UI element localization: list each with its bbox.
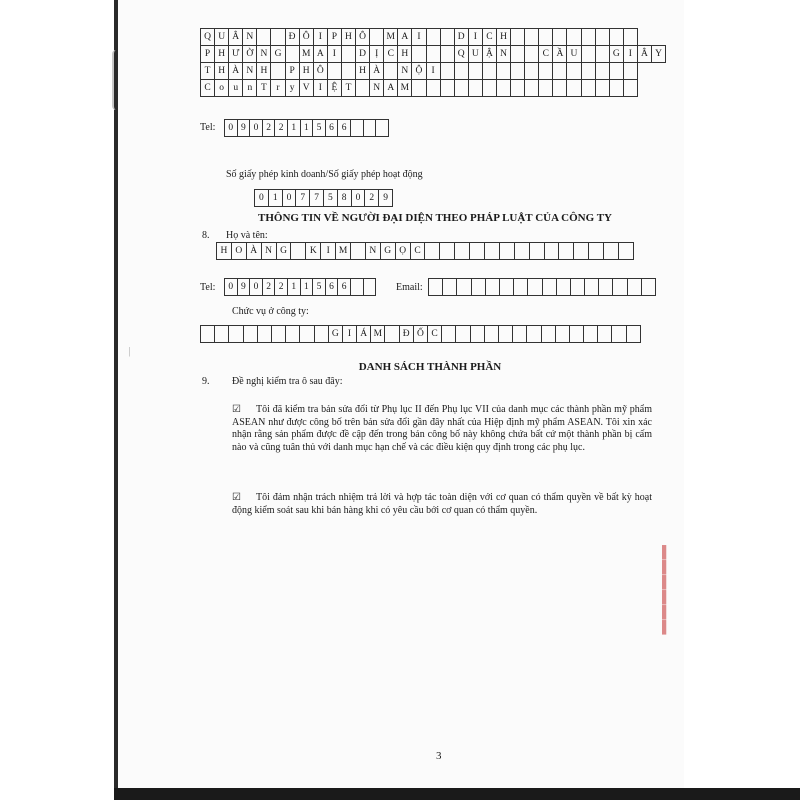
grid-cell: C [483, 29, 497, 46]
grid-cell [574, 243, 589, 260]
item-8-number: 8. [202, 230, 210, 241]
grid-cell [539, 63, 553, 80]
grid-cell: Â [638, 46, 652, 63]
grid-cell [619, 243, 634, 260]
grid-cell [471, 326, 485, 343]
grid-cell: N [243, 29, 257, 46]
address-row-country [200, 79, 638, 97]
grid-cell: N [370, 80, 384, 97]
rep-name-grid [216, 242, 634, 260]
grid-cell [514, 279, 528, 296]
license-label: Số giấy phép kinh doanh/Số giấy phép hoạt động [226, 169, 423, 180]
grid-cell [412, 80, 426, 97]
grid-cell [543, 279, 557, 296]
grid-cell: y [286, 80, 300, 97]
license-number-grid [254, 189, 393, 207]
grid-cell [412, 46, 426, 63]
grid-cell: À [370, 63, 384, 80]
grid-cell [511, 29, 525, 46]
grid-cell: À [229, 63, 243, 80]
name-label: Họ và tên: [226, 230, 268, 241]
rep-tel-grid [224, 278, 376, 296]
address-row-ward [200, 45, 666, 63]
grid-cell [486, 279, 500, 296]
grid-cell: Ậ [483, 46, 497, 63]
grid-cell: I [427, 63, 441, 80]
grid-cell: H [342, 29, 356, 46]
grid-cell: T [342, 80, 356, 97]
grid-cell: 2 [365, 190, 379, 207]
grid-cell: H [398, 46, 412, 63]
grid-cell: I [343, 326, 357, 343]
company-tel-grid [224, 119, 389, 137]
grid-cell: 8 [338, 190, 352, 207]
grid-cell [589, 243, 604, 260]
grid-cell: A [384, 80, 398, 97]
grid-cell [497, 80, 511, 97]
grid-cell [553, 80, 567, 97]
address-row-city [200, 62, 638, 80]
grid-cell [513, 326, 527, 343]
grid-cell [258, 326, 272, 343]
grid-cell [527, 326, 541, 343]
grid-cell: Q [201, 29, 215, 46]
paper-edge-mark [112, 50, 124, 110]
grid-cell [559, 243, 574, 260]
grid-cell [351, 279, 364, 296]
grid-cell [545, 243, 560, 260]
grid-cell: 0 [250, 279, 263, 296]
checkbox-1-icon[interactable]: ☑ [232, 404, 241, 415]
position-label: Chức vụ ở công ty: [232, 306, 309, 317]
grid-cell [342, 46, 356, 63]
grid-cell: M [300, 46, 314, 63]
grid-cell [582, 29, 596, 46]
grid-cell: 1 [288, 279, 301, 296]
grid-cell [557, 279, 571, 296]
grid-cell: A [398, 29, 412, 46]
grid-cell: 1 [301, 279, 314, 296]
tel-label: Tel: [200, 122, 216, 133]
grid-cell: 6 [326, 120, 339, 137]
grid-cell [499, 326, 513, 343]
grid-cell: 1 [301, 120, 314, 137]
declaration-2-text: Tôi đảm nhận trách nhiệm trả lời và hợp tác toàn diện với cơ quan có thẩm quyền về bất kỳ hoạt động kiểm soát sau khi bán hàng khi có yêu cầu bởi cơ quan có thẩm quyền. [232, 492, 652, 516]
grid-cell [500, 243, 515, 260]
grid-cell: Đ [286, 29, 300, 46]
grid-cell [567, 29, 581, 46]
grid-cell [500, 279, 514, 296]
grid-cell: Ầ [553, 46, 567, 63]
grid-cell [441, 63, 455, 80]
grid-cell: Q [455, 46, 469, 63]
grid-cell: G [610, 46, 624, 63]
grid-cell: À [247, 243, 262, 260]
grid-cell: M [398, 80, 412, 97]
grid-cell: M [384, 29, 398, 46]
grid-cell: Ộ [412, 63, 426, 80]
grid-cell [511, 63, 525, 80]
section-rep-heading: THÔNG TIN VỀ NGƯỜI ĐẠI DIỆN THEO PHÁP LUẬT CỦA CÔNG TY [258, 212, 612, 224]
grid-cell [567, 63, 581, 80]
grid-cell [300, 326, 314, 343]
grid-cell [613, 279, 627, 296]
grid-cell [525, 46, 539, 63]
grid-cell [457, 279, 471, 296]
address-row-district [200, 28, 638, 46]
grid-cell: u [229, 80, 243, 97]
grid-cell: 6 [338, 120, 351, 137]
grid-cell: Ư [229, 46, 243, 63]
grid-cell: 6 [338, 279, 351, 296]
grid-cell [582, 63, 596, 80]
grid-cell: 0 [352, 190, 366, 207]
grid-cell: 2 [275, 279, 288, 296]
grid-cell [364, 279, 377, 296]
grid-cell: o [215, 80, 229, 97]
grid-cell: N [262, 243, 277, 260]
grid-cell: Á [357, 326, 371, 343]
grid-cell: M [336, 243, 351, 260]
grid-cell [443, 279, 457, 296]
grid-cell [271, 29, 285, 46]
grid-cell [596, 80, 610, 97]
grid-cell: Ị [370, 46, 384, 63]
grid-cell [525, 80, 539, 97]
grid-cell: r [271, 80, 285, 97]
grid-cell [485, 243, 500, 260]
grid-cell [642, 279, 656, 296]
email-label: Email: [396, 282, 423, 293]
grid-cell: 5 [313, 279, 326, 296]
grid-cell: P [201, 46, 215, 63]
grid-cell: N [497, 46, 511, 63]
grid-cell: 5 [313, 120, 326, 137]
grid-cell [351, 243, 366, 260]
grid-cell [582, 46, 596, 63]
grid-cell: 2 [275, 120, 288, 137]
grid-cell: H [217, 243, 232, 260]
grid-cell [525, 63, 539, 80]
scan-margin-right [684, 0, 800, 790]
grid-cell: Ệ [328, 80, 342, 97]
checkbox-2-icon[interactable]: ☑ [232, 492, 241, 503]
grid-cell: Ô [300, 29, 314, 46]
grid-cell: 9 [238, 120, 251, 137]
grid-cell [483, 80, 497, 97]
grid-cell: 7 [310, 190, 324, 207]
grid-cell: T [257, 80, 271, 97]
item-9-number: 9. [202, 376, 210, 387]
grid-cell [427, 80, 441, 97]
grid-cell [370, 29, 384, 46]
grid-cell: Đ [400, 326, 414, 343]
grid-cell: N [257, 46, 271, 63]
grid-cell [610, 80, 624, 97]
grid-cell [244, 326, 258, 343]
scan-bottom-edge [114, 788, 800, 800]
grid-cell: G [277, 243, 292, 260]
grid-cell: 7 [296, 190, 310, 207]
grid-cell [570, 326, 584, 343]
grid-cell [342, 63, 356, 80]
grid-cell [539, 29, 553, 46]
grid-cell: D [455, 29, 469, 46]
page-number: 3 [436, 750, 442, 762]
grid-cell: C [201, 80, 215, 97]
grid-cell [456, 326, 470, 343]
grid-cell: n [243, 80, 257, 97]
grid-cell: U [215, 29, 229, 46]
grid-cell: H [300, 63, 314, 80]
grid-cell: Ờ [243, 46, 257, 63]
grid-cell [596, 46, 610, 63]
grid-cell [272, 326, 286, 343]
grid-cell: G [381, 243, 396, 260]
grid-cell: Â [229, 29, 243, 46]
document-page [118, 0, 684, 788]
grid-cell [429, 279, 443, 296]
grid-cell [356, 80, 370, 97]
email-grid [428, 278, 656, 296]
grid-cell: M [371, 326, 385, 343]
grid-cell: H [215, 63, 229, 80]
declaration-1-text: Tôi đã kiểm tra bản sửa đổi từ Phụ lục II đến Phụ lục VII của danh mục các thành phần mỹ phẩm ASEAN như được công bố trên bản sửa đổi gần đây nhất của Hiệp định mỹ phẩm ASEAN. Tôi xin xác nhận rằng sản phẩm được đề cập đến trong bản công bố này không chứa bất cứ một thành phần bị cấm nào và cũng tuân thủ với danh mục hạn chế và các điều kiện quy định trong các phụ lục. [232, 404, 652, 453]
grid-cell [469, 80, 483, 97]
grid-cell [291, 243, 306, 260]
grid-cell: 0 [255, 190, 269, 207]
grid-cell: P [286, 63, 300, 80]
grid-cell: 0 [250, 120, 263, 137]
grid-cell: 0 [283, 190, 297, 207]
grid-cell: I [328, 46, 342, 63]
grid-cell: I [321, 243, 336, 260]
grid-cell: 2 [263, 120, 276, 137]
grid-cell: V [300, 80, 314, 97]
grid-cell [201, 326, 215, 343]
grid-cell [455, 243, 470, 260]
grid-cell: G [329, 326, 343, 343]
grid-cell [483, 63, 497, 80]
grid-cell [286, 46, 300, 63]
grid-cell [271, 63, 285, 80]
grid-cell [286, 326, 300, 343]
pencil-mark: | [128, 345, 132, 357]
grid-cell [624, 80, 638, 97]
grid-cell: I [314, 29, 328, 46]
grid-cell: U [469, 46, 483, 63]
grid-cell [376, 120, 389, 137]
section-ingredients-heading: DANH SÁCH THÀNH PHẦN [358, 361, 502, 373]
grid-cell: I [314, 80, 328, 97]
grid-cell [604, 243, 619, 260]
grid-cell [441, 29, 455, 46]
grid-cell: 0 [225, 120, 238, 137]
grid-cell: 1 [269, 190, 283, 207]
grid-cell: K [306, 243, 321, 260]
grid-cell: 9 [379, 190, 393, 207]
grid-cell [571, 279, 585, 296]
grid-cell [441, 46, 455, 63]
grid-cell [553, 63, 567, 80]
grid-cell [442, 326, 456, 343]
grid-cell: C [411, 243, 426, 260]
grid-cell: 2 [263, 279, 276, 296]
grid-cell [610, 63, 624, 80]
grid-cell [485, 326, 499, 343]
grid-cell [427, 46, 441, 63]
grid-cell [385, 326, 399, 343]
grid-cell [582, 80, 596, 97]
grid-cell [497, 63, 511, 80]
grid-cell [425, 243, 440, 260]
position-grid [200, 325, 641, 343]
grid-cell [440, 243, 455, 260]
grid-cell [530, 243, 545, 260]
grid-cell: U [567, 46, 581, 63]
grid-cell [628, 279, 642, 296]
grid-cell [584, 326, 598, 343]
grid-cell [627, 326, 641, 343]
grid-cell [427, 29, 441, 46]
grid-cell: G [271, 46, 285, 63]
grid-cell [511, 46, 525, 63]
grid-cell [455, 80, 469, 97]
grid-cell [612, 326, 626, 343]
grid-cell: Y [652, 46, 666, 63]
grid-cell: N [243, 63, 257, 80]
grid-cell [441, 80, 455, 97]
grid-cell: Ô [356, 29, 370, 46]
grid-cell: T [201, 63, 215, 80]
grid-cell: P [328, 29, 342, 46]
grid-cell [472, 279, 486, 296]
grid-cell: Ọ [396, 243, 411, 260]
grid-cell: C [539, 46, 553, 63]
grid-cell [539, 80, 553, 97]
grid-cell [556, 326, 570, 343]
grid-cell [470, 243, 485, 260]
grid-cell: Ô [314, 63, 328, 80]
grid-cell: 9 [238, 279, 251, 296]
grid-cell: 1 [288, 120, 301, 137]
grid-cell [610, 29, 624, 46]
grid-cell [215, 326, 229, 343]
grid-cell [511, 80, 525, 97]
grid-cell: 6 [326, 279, 339, 296]
grid-cell: A [314, 46, 328, 63]
grid-cell [598, 326, 612, 343]
grid-cell: I [624, 46, 638, 63]
grid-cell [384, 63, 398, 80]
grid-cell: C [384, 46, 398, 63]
grid-cell [596, 63, 610, 80]
grid-cell: D [356, 46, 370, 63]
grid-cell: Ố [414, 326, 428, 343]
grid-cell: I [469, 29, 483, 46]
grid-cell [525, 29, 539, 46]
grid-cell [455, 63, 469, 80]
grid-cell [553, 29, 567, 46]
grid-cell: H [497, 29, 511, 46]
grid-cell [624, 29, 638, 46]
grid-cell [528, 279, 542, 296]
scan-margin-left [0, 0, 116, 800]
grid-cell [328, 63, 342, 80]
grid-cell [315, 326, 329, 343]
grid-cell [229, 326, 243, 343]
grid-cell [257, 29, 271, 46]
grid-cell [624, 63, 638, 80]
grid-cell: H [257, 63, 271, 80]
grid-cell: 0 [225, 279, 238, 296]
rep-tel-label: Tel: [200, 282, 216, 293]
grid-cell [596, 29, 610, 46]
grid-cell: I [412, 29, 426, 46]
grid-cell [364, 120, 377, 137]
grid-cell [542, 326, 556, 343]
grid-cell [469, 63, 483, 80]
grid-cell: H [356, 63, 370, 80]
grid-cell [351, 120, 364, 137]
grid-cell [515, 243, 530, 260]
check-intro-text: Đề nghị kiểm tra ô sau đây: [232, 376, 343, 387]
red-stamp-mark: ▌ ▌ ▌ ▌ ▌ ▌ [662, 545, 671, 634]
grid-cell: 5 [324, 190, 338, 207]
grid-cell [567, 80, 581, 97]
grid-cell [585, 279, 599, 296]
grid-cell: O [232, 243, 247, 260]
grid-cell: N [398, 63, 412, 80]
grid-cell: C [428, 326, 442, 343]
grid-cell: N [366, 243, 381, 260]
grid-cell: H [215, 46, 229, 63]
grid-cell [599, 279, 613, 296]
